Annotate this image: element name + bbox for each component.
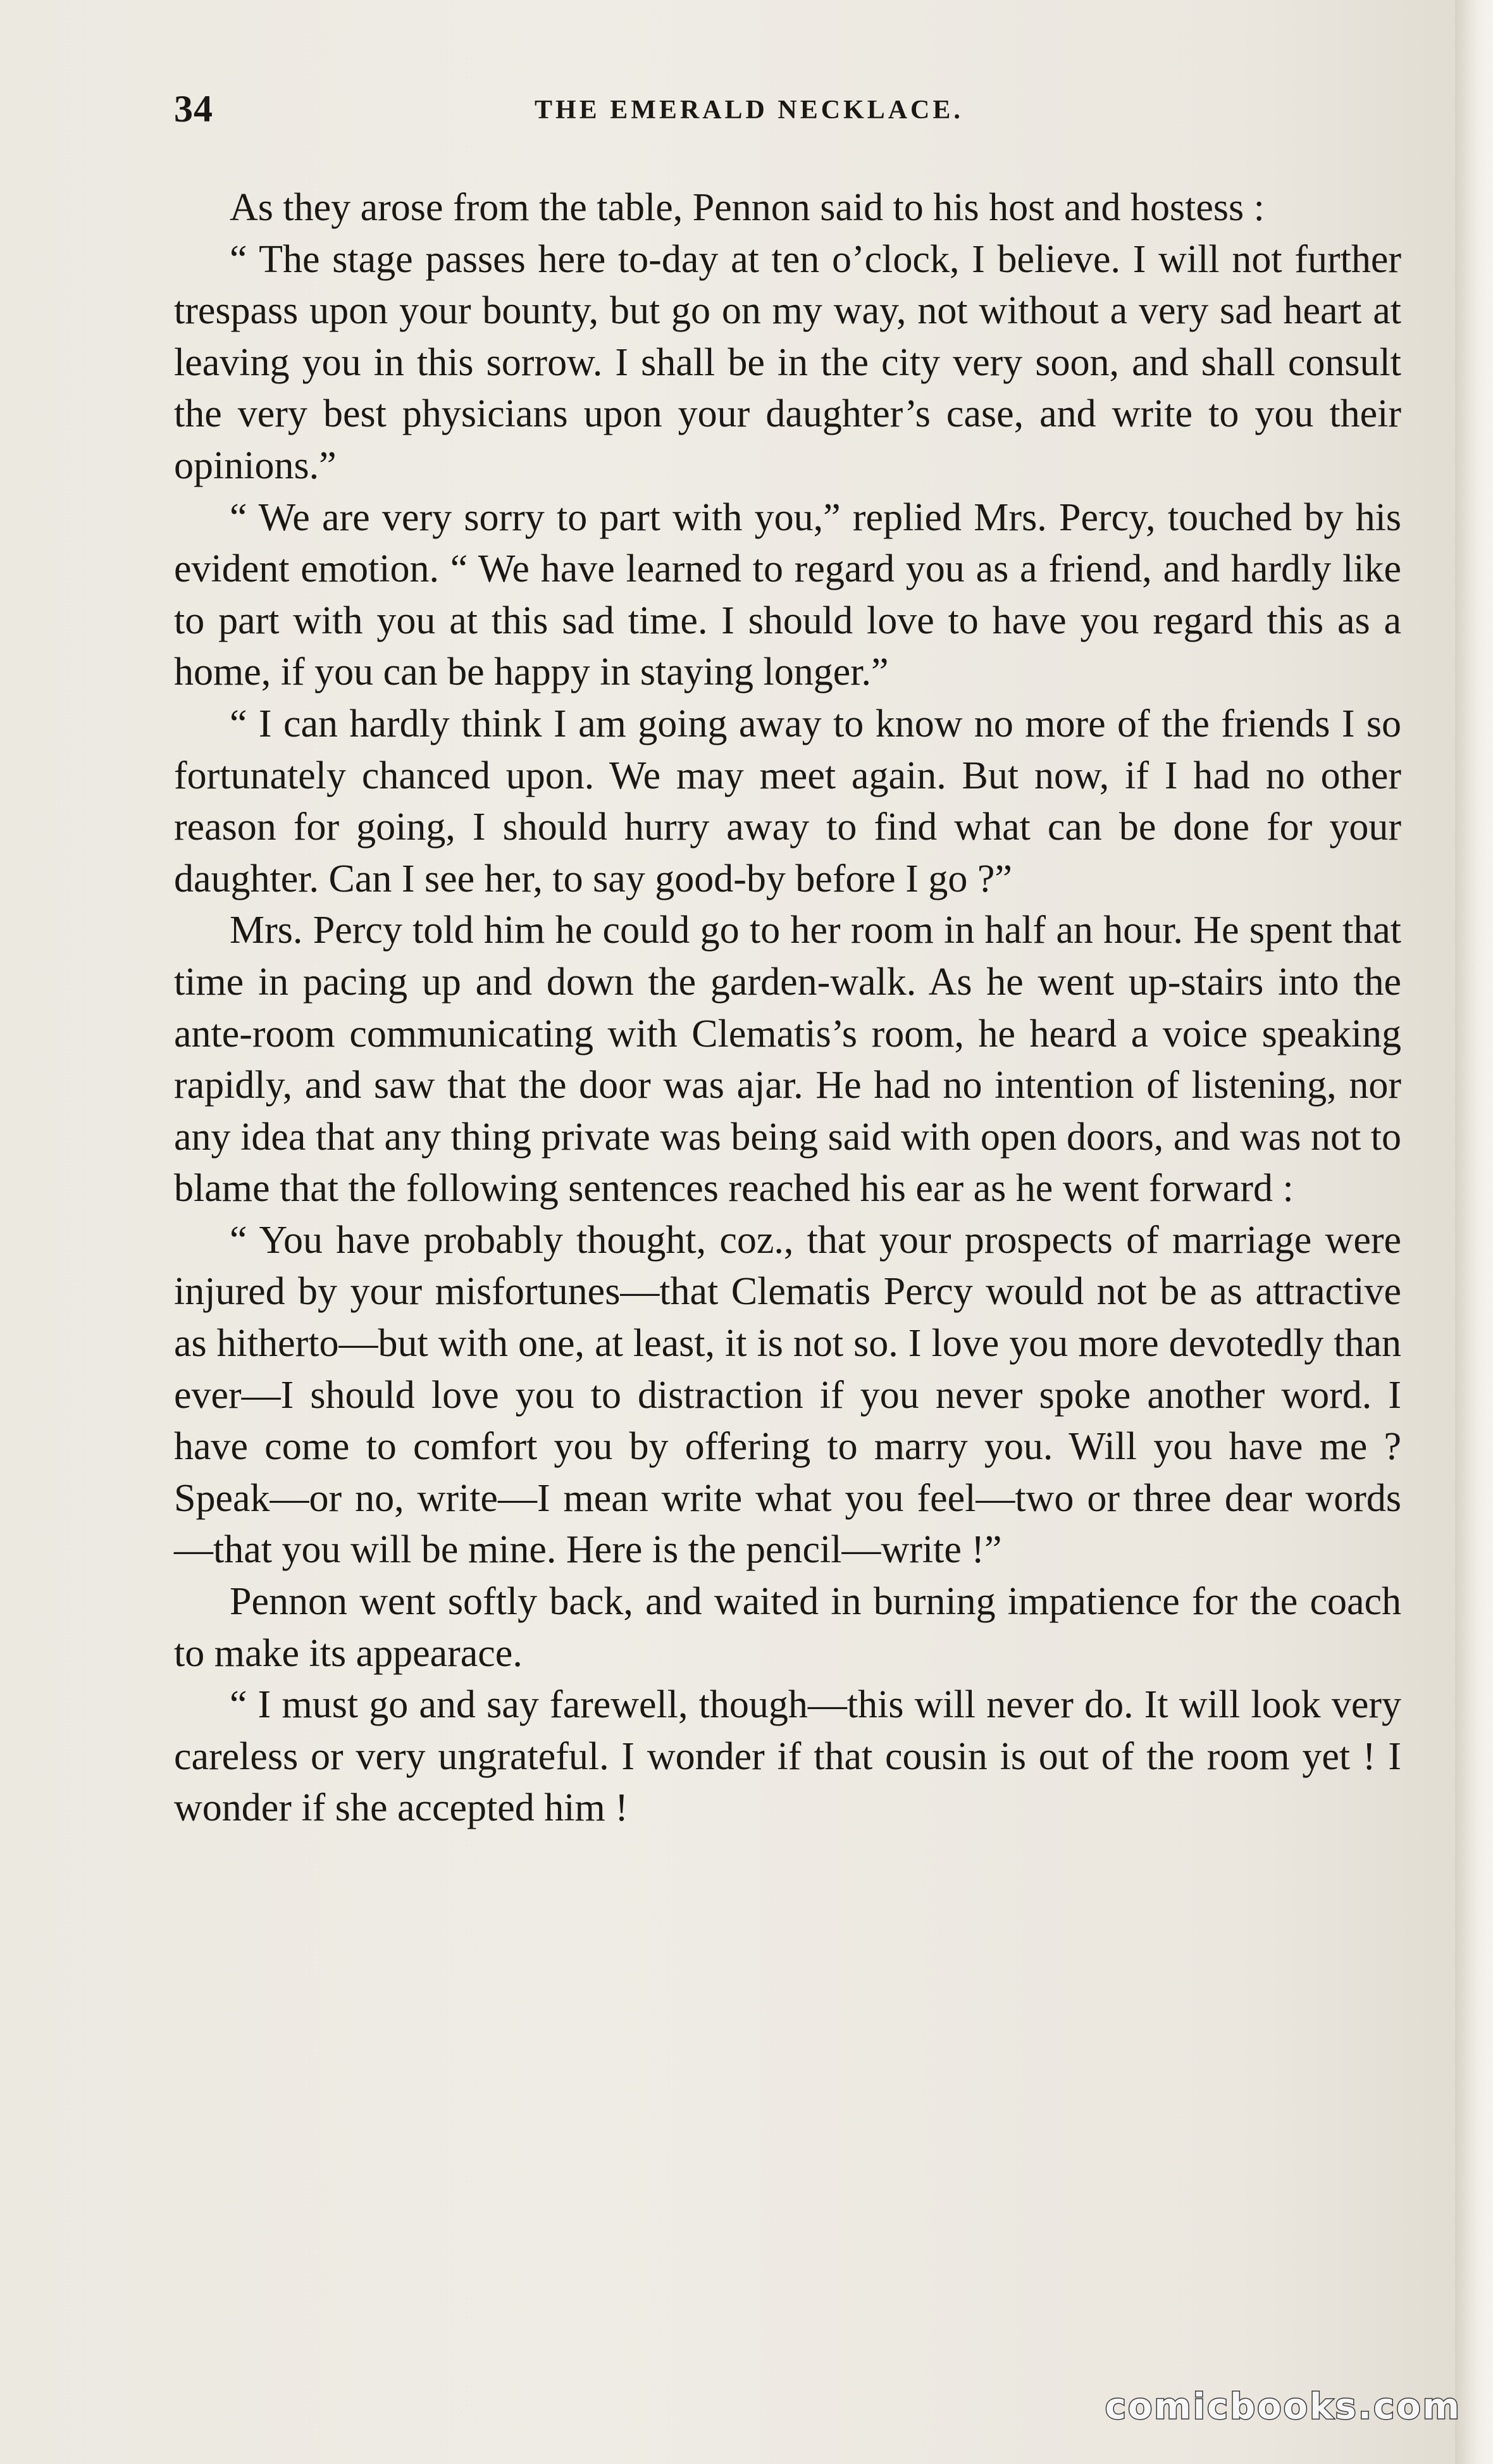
paragraph: “ I must go and say farewell, though—this will never do. It will look very careless or very ungrateful. I wonder if that cousin is out of the room yet ! I wonder if she accepted him ! <box>174 1683 1401 1830</box>
paragraph: “ We are very sorry to part with you,” replied Mrs. Percy, touched by his evident emotion. “ We have learned to regard you as a friend, and hardly like to part with you at this sad time. I should love to have you regard this as a home, if you can be happy in staying longer.” <box>174 495 1401 694</box>
paragraph: Mrs. Percy told him he could go to her room in half an hour. He spent that time in pacing up and down the garden-walk. As he went up-stairs into the ante-room communicating with Clematis’s room, he heard a voice speaking rapidly, and saw that the door was ajar. He had no intention of listening, nor any idea that any thing private was being said with open doors, and was not to blame that the following sentences reached his ear as he went forward : <box>174 909 1401 1210</box>
page-edge <box>1455 0 1493 2464</box>
source-watermark: comicbooks.com <box>1105 2386 1461 2427</box>
paragraph: “ You have probably thought, coz., that your prospects of marriage were injured by your misfortunes—that Clematis Percy would not be as attractive as hitherto—but with one, at least, it is not so. I love you more devotedly than ever—I should love you to distraction if you never spoke another word. I have come to comfort you by offering to marry you. Will you have me ? Speak—or no, write—I mean write what you feel—two or three dear words—that you will be mine. Here is the pencil—write !” <box>174 1218 1401 1572</box>
running-title: THE EMERALD NECKLACE. <box>535 96 963 125</box>
body-text <box>174 182 1401 1834</box>
paragraph: “ I can hardly think I am going away to know no more of the friends I so fortunately chanced upon. We may meet again. But now, if I had no other reason for going, I should hurry away to find what can be done for your daughter. Can I see her, to say good-by before I go ?” <box>174 702 1401 900</box>
page-number: 34 <box>174 88 213 130</box>
paragraph: As they arose from the table, Pennon said to his host and hostess : <box>230 186 1265 229</box>
paragraph: Pennon went softly back, and waited in burning impatience for the coach to make its appearace. <box>174 1580 1401 1675</box>
running-head <box>174 87 1408 132</box>
paragraph: “ The stage passes here to-day at ten o’clock, I believe. I will not further trespass upon your bounty, but go on my way, not without a very sad heart at leaving you in this sorrow. I shall be in the city very soon, and shall consult the very best physicians upon your daughter’s case, and write to you their opinions.” <box>174 237 1401 487</box>
